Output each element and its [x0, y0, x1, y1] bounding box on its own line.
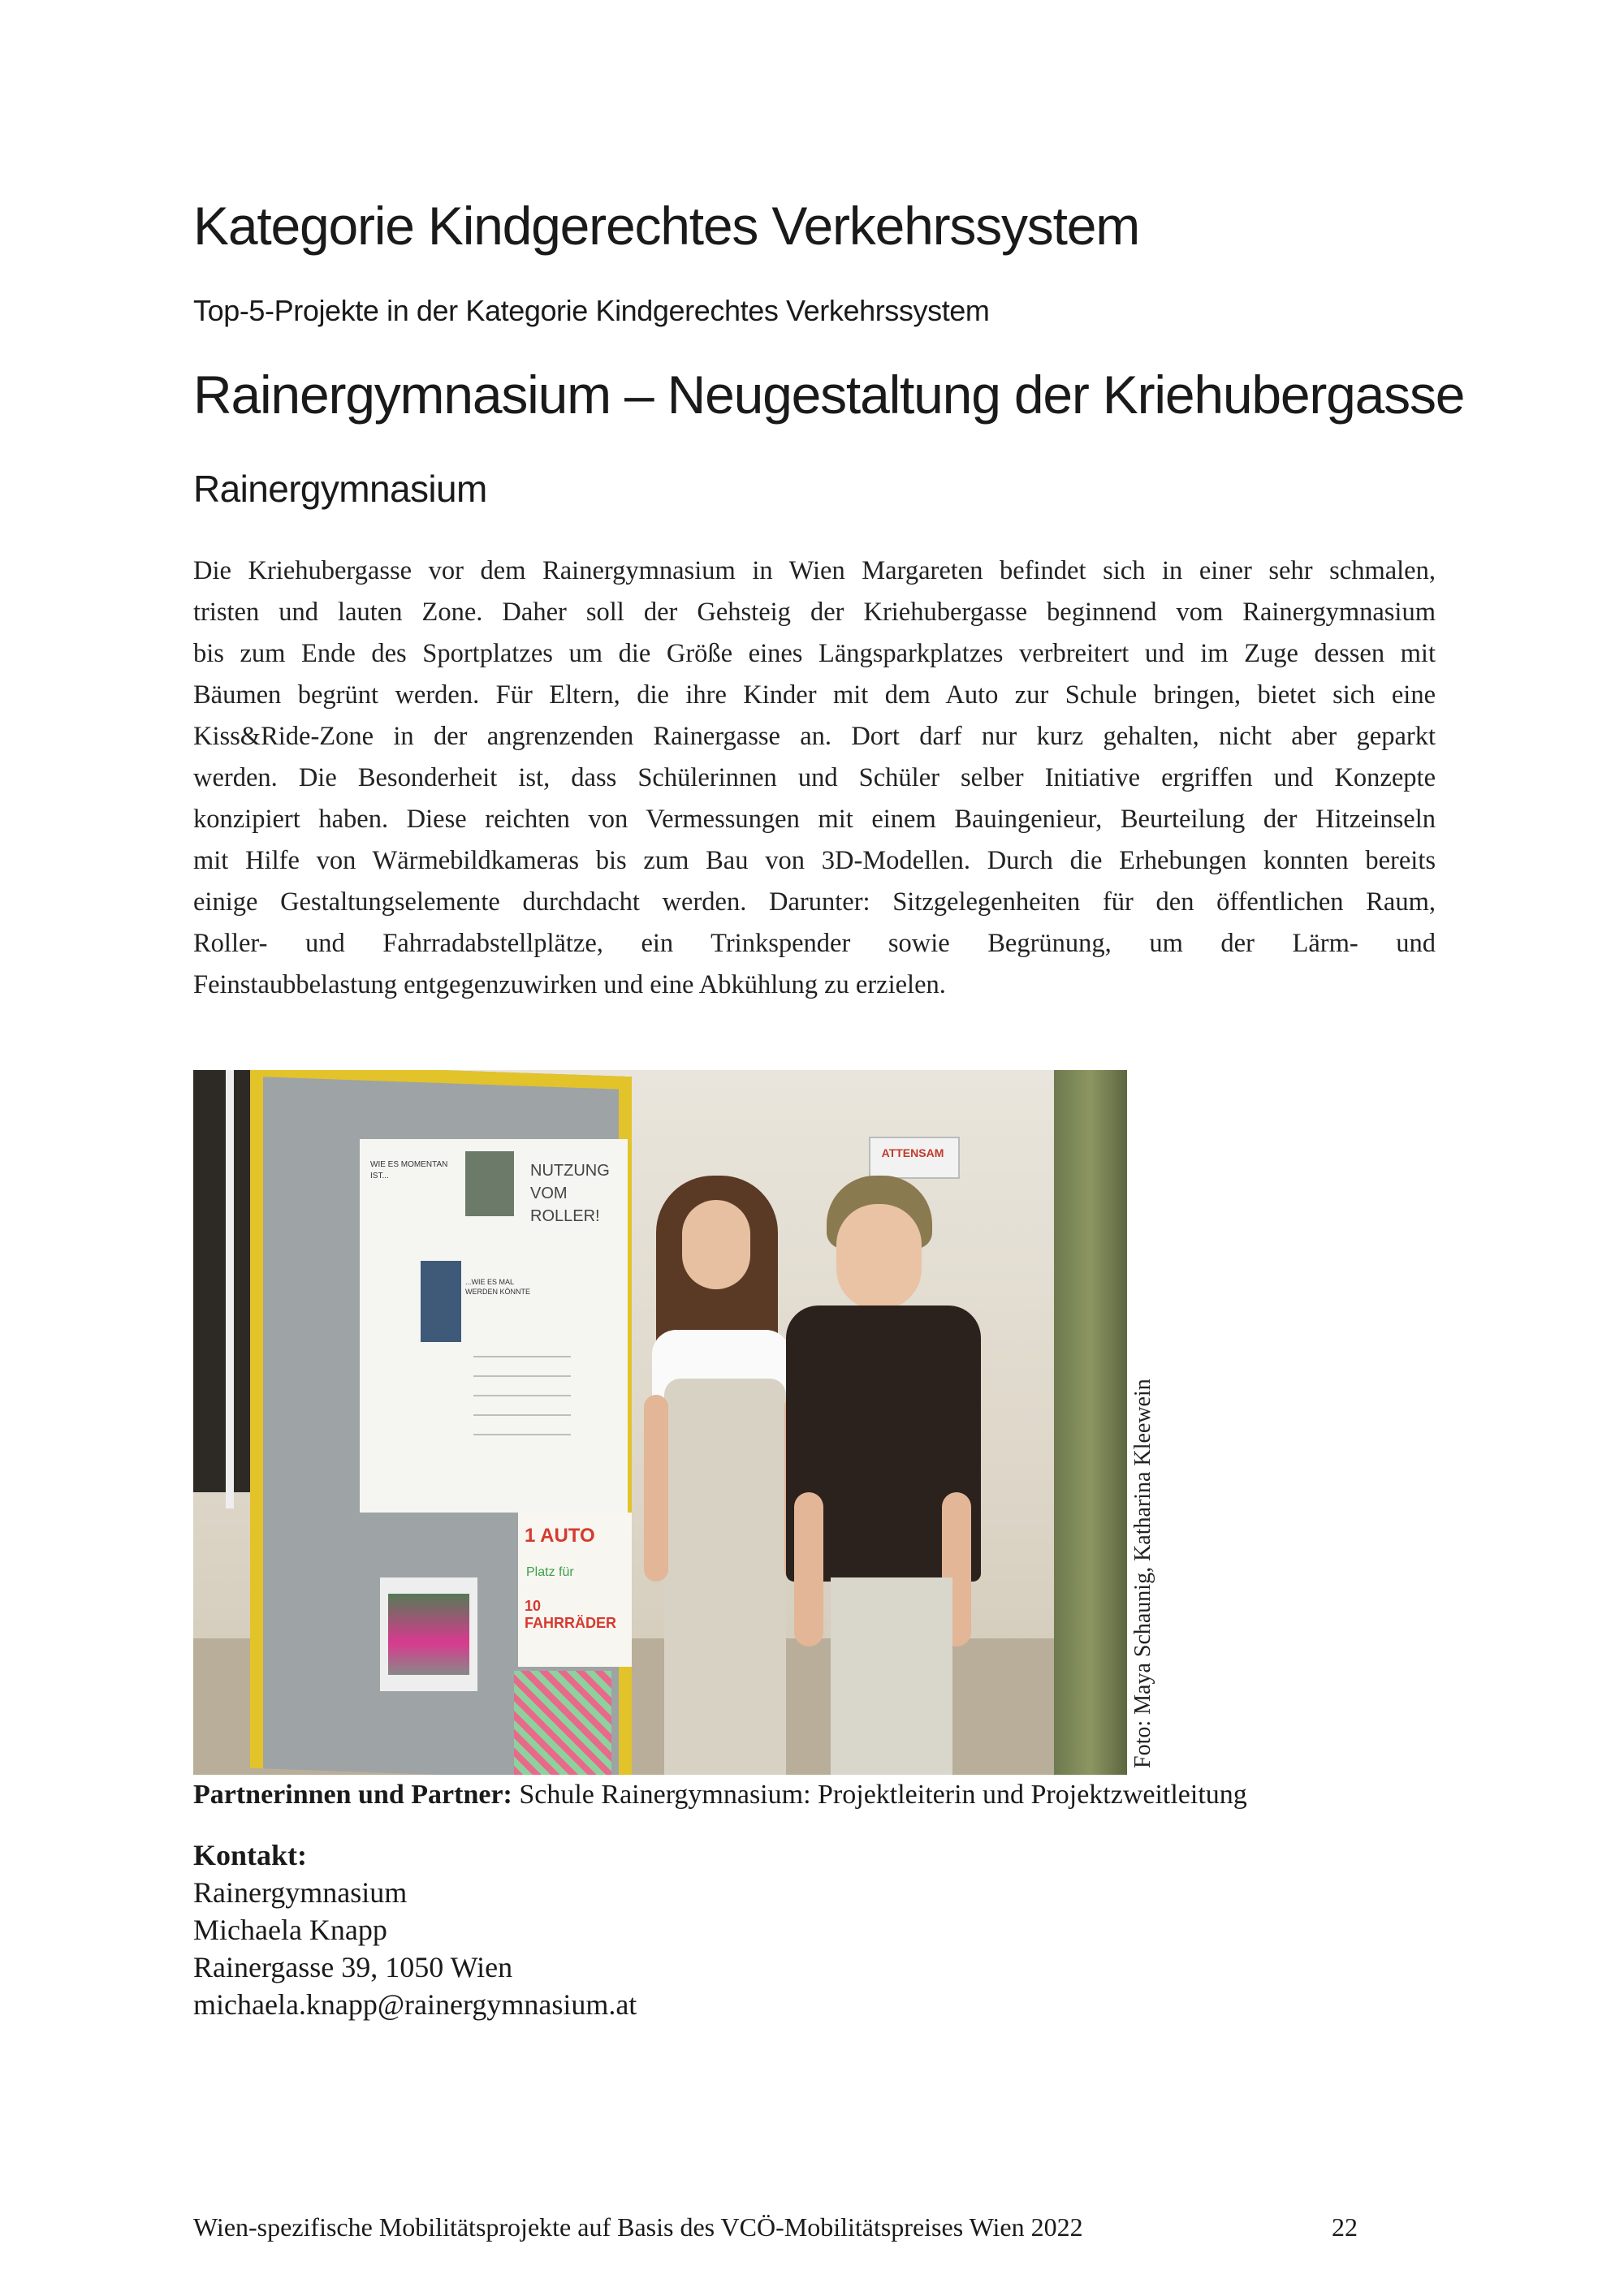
project-photo	[193, 1070, 1127, 1775]
school-name: Rainergymnasium	[193, 468, 487, 510]
poster-text-now: WIE ES MOMENTAN IST...	[370, 1160, 448, 1180]
category-subheading: Top-5-Projekte in der Kategorie Kindgerechtes Verkehrssystem	[193, 294, 990, 327]
contact-line: Michaela Knapp	[193, 1914, 387, 1946]
description-line: Roller- und Fahrradabstellplätze, ein Trinkspender sowie Begrünung, um der Lärm- und	[193, 929, 1436, 958]
student-overalls	[664, 1379, 786, 1775]
description-line: tristen und lauten Zone. Daher soll der Gehsteig der Kriehubergasse beginnend vom Rainergymnasium	[193, 598, 1436, 627]
contact-line: Rainergasse 39, 1050 Wien	[193, 1951, 513, 1983]
student-face	[836, 1204, 922, 1310]
contact-email[interactable]: michaela.knapp@rainergymnasium.at	[193, 1988, 637, 2021]
description-line: Bäumen begrünt werden. Für Eltern, die ihre Kinder mit dem Auto zur Schule bringen, bietet sich eine	[193, 680, 1436, 710]
description-line: einige Gestaltungselemente durchdacht werden. Darunter: Sitzgelegenheiten für den öffentlichen Raum,	[193, 887, 1436, 917]
project-description	[193, 550, 1436, 1006]
student-trousers	[831, 1577, 952, 1775]
description-line: konzipiert haben. Diese reichten von Vermessungen mit einem Bauingenieur, Beurteilung der Hitzeinseln	[193, 805, 1436, 834]
description-line: bis zum Ende des Sportplatzes um die Größe eines Längsparkplatzes verbreitert und im Zuge dessen mit	[193, 639, 1436, 668]
description-line: Die Kriehubergasse vor dem Rainergymnasium in Wien Margareten befindet sich in einer sehr schmalen,	[193, 556, 1436, 585]
footer-title: Wien-spezifische Mobilitätsprojekte auf Basis des VCÖ-Mobilitätspreises Wien 2022	[193, 2212, 1083, 2242]
drainpipe	[1054, 1070, 1127, 1775]
partners	[193, 1780, 1247, 1810]
project-title: Rainergymnasium – Neugestaltung der Kriehubergasse	[193, 365, 1465, 425]
partners-label: Partnerinnen und Partner:	[193, 1780, 512, 1810]
poster-auto-fahrrad: 10 FAHRRÄDER	[525, 1598, 617, 1631]
poster-auto-text: 1 AUTO	[525, 1525, 595, 1547]
poster-text-could-be: ...WIE ES MAL WERDEN KÖNNTE	[465, 1278, 531, 1296]
student-arm-left	[644, 1395, 668, 1582]
contact-line: Rainergymnasium	[193, 1876, 408, 1909]
contact-block	[193, 1836, 637, 2023]
category-heading: Kategorie Kindgerechtes Verkehrssystem	[193, 196, 1140, 256]
poster-bullets	[473, 1338, 571, 1435]
student-face	[682, 1200, 750, 1289]
poster-photo-top	[465, 1151, 514, 1216]
poster-auto-platz: Platz für	[526, 1565, 574, 1579]
description-line: mit Hilfe von Wärmebildkameras bis zum Bau von 3D-Modellen. Durch die Erhebungen konnten bereits	[193, 846, 1436, 875]
poster-grid	[514, 1671, 611, 1775]
photo-credit: Foto: Maya Schaunig, Katharina Kleewein	[1130, 1379, 1155, 1768]
description-line: Kiss&Ride-Zone in der angrenzenden Rainergasse an. Dort darf nur kurz gehalten, nicht aber geparkt	[193, 722, 1436, 751]
description-line: Feinstaubbelastung entgegenzuwirken und eine Abkühlung zu erzielen.	[193, 970, 946, 999]
partners-text: Schule Rainergymnasium: Projektleiterin und Projektzweitleitung	[519, 1780, 1247, 1810]
description-line: werden. Die Besonderheit ist, dass Schülerinnen und Schüler selber Initiative ergriffen und Konzepte	[193, 763, 1436, 792]
poster-photo-mid	[421, 1261, 461, 1342]
contact-label: Kontakt:	[193, 1839, 308, 1871]
student-arm-left	[794, 1492, 823, 1646]
poster-text-usage: NUTZUNG VOM ROLLER!	[530, 1162, 610, 1225]
page-number: 22	[1332, 2212, 1358, 2242]
poster-photo-bus-inner	[388, 1594, 469, 1675]
company-sign-text: ATTENSAM	[881, 1146, 944, 1159]
